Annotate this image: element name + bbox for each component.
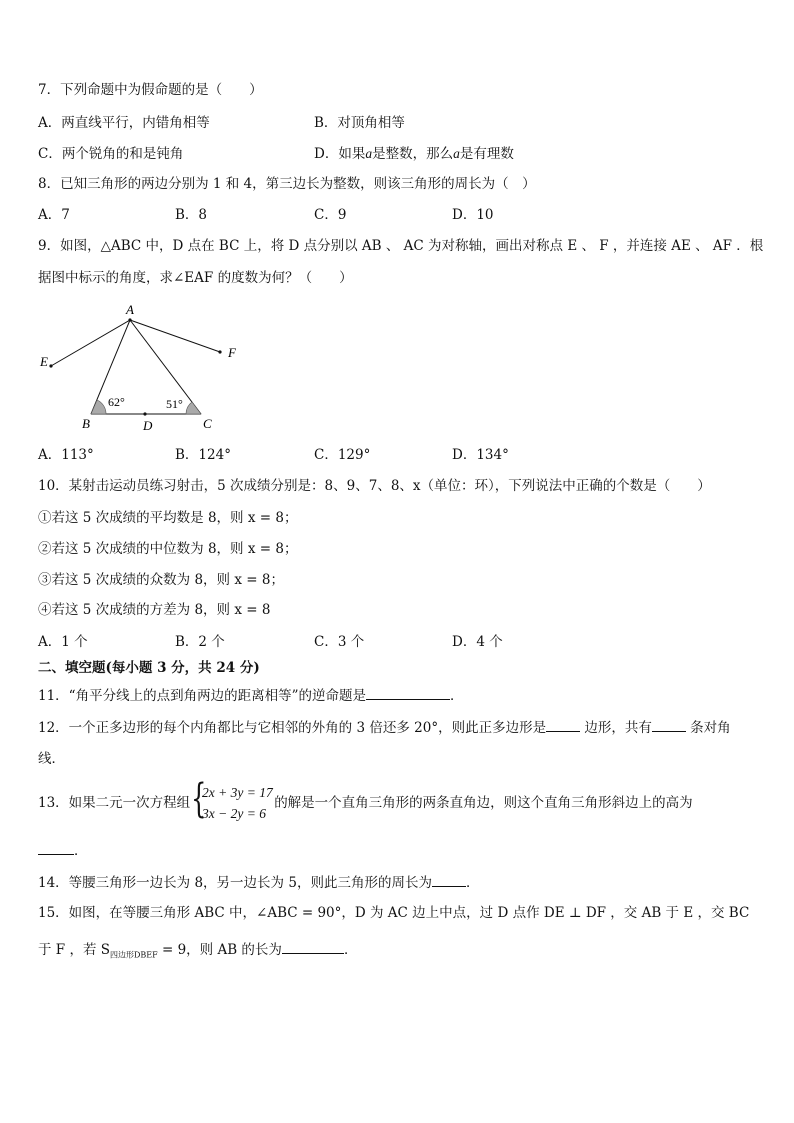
label-d: D [143, 418, 153, 432]
angle-c-mark [186, 402, 201, 414]
q13-answer-blank[interactable] [38, 840, 74, 855]
q9-option-d: D．134° [452, 447, 509, 463]
q15-line1: 15．如图，在等腰三角形 ABC 中，∠ABC = 90°，D 为 AC 边上中点，过 D 点作 DE ⊥ DF ，交 AB 于 E ，交 BC [38, 905, 750, 921]
q13-end: ． [74, 843, 88, 859]
q9-option-a: A．113° [38, 447, 94, 463]
system-brace: { [191, 776, 207, 822]
angle-c-label: 51° [166, 397, 183, 411]
q10-statement-2: ②若这 5 次成绩的中位数为 8，则 x = 8； [38, 541, 298, 557]
q14-answer-blank[interactable] [432, 872, 466, 887]
q12-answer-blank-2[interactable] [652, 717, 686, 732]
q15-line2 [38, 939, 357, 966]
q15-text-mid: = 9，则 AB 的长为 [157, 942, 282, 958]
q9-option-b: B．124° [175, 447, 231, 463]
q13-text-post: 的解是一个直角三角形的两条直角边，则这个直角三角形斜边上的高为 [274, 795, 693, 811]
q15-answer-blank[interactable] [282, 939, 344, 954]
q11-answer-blank[interactable] [366, 685, 450, 700]
q9-stem-line1: 9．如图，△ABC 中，D 点在 BC 上，将 D 点分别以 AB 、 AC 为对称轴，画出对称点 E 、 F ，并连接 AE 、 AF ．根 [38, 238, 764, 254]
label-a: A [126, 302, 134, 317]
q12-text-mid: 边形，共有 [584, 720, 652, 736]
q12-line2: 线． [38, 751, 65, 767]
q7-option-d-pre: D．如果 [314, 146, 366, 162]
label-b: B [82, 416, 90, 431]
q10-option-b: B．2 个 [175, 634, 225, 650]
point-d [143, 412, 146, 415]
q13-line1 [38, 793, 693, 813]
q14-end: ． [465, 875, 480, 891]
q13-equation-system [188, 776, 273, 827]
q13-equation-2: 3x − 2y = 6 [202, 806, 266, 821]
q8-option-b: B．8 [175, 207, 208, 223]
q13-equation-1: 2x + 3y = 17 [202, 785, 273, 800]
q10-stem: 10．某射击运动员练习射击，5 次成绩分别是：8、9、7、8、x（单位：环），下列说法中正确的个数是（ ） [38, 478, 711, 494]
q12-answer-blank-1[interactable] [546, 717, 580, 732]
label-e: E [40, 354, 48, 369]
q14 [38, 872, 479, 893]
q8-option-d: D．10 [452, 207, 494, 223]
q12-text-pre: 12．一个正多边形的每个内角都比与它相邻的外角的 3 倍还多 20°，则此正多边形是 [38, 720, 547, 736]
q11-text: 11．“角平分线上的点到角两边的距离相等”的逆命题是 [38, 688, 366, 704]
q7-option-a: A．两直线平行，内错角相等 [38, 115, 210, 131]
point-e [49, 364, 52, 367]
q10-statement-4: ④若这 5 次成绩的方差为 8，则 x = 8 [38, 602, 271, 618]
q12-line1 [38, 717, 731, 738]
q7-option-d-mid: 是整数，那么 [372, 146, 454, 162]
q8-option-c: C．9 [314, 207, 347, 223]
q7-option-b: B．对顶角相等 [314, 115, 405, 131]
q8-option-a: A．7 [38, 207, 70, 223]
q8-stem: 8．已知三角形的两边分别为 1 和 4，第三边长为整数，则该三角形的周长为（ ） [38, 176, 536, 192]
q10-statement-1: ①若这 5 次成绩的平均数是 8，则 x = 8； [38, 510, 298, 526]
q9-stem-line2: 据图中标示的角度，求∠EAF 的度数为何？（ ） [38, 270, 353, 286]
q15-subscript: 四边形DBEF [110, 950, 158, 960]
q15-end: ． [343, 942, 358, 958]
segment-af [130, 320, 220, 352]
q10-option-a: A．1 个 [38, 634, 88, 650]
q15-text-pre: 于 F ，若 S [38, 942, 110, 958]
point-a [128, 318, 131, 321]
q11-end: ． [449, 688, 464, 704]
q13-line2 [38, 840, 88, 861]
q7-stem: 7．下列命题中为假命题的是（ ） [38, 82, 263, 98]
label-c: C [203, 416, 212, 431]
q11 [38, 685, 463, 706]
q14-text: 14．等腰三角形一边长为 8，另一边长为 5，则此三角形的周长为 [38, 875, 432, 891]
q9-option-c: C．129° [314, 447, 371, 463]
angle-b-label: 62° [108, 395, 125, 409]
q10-option-d: D．4 个 [452, 634, 503, 650]
q7-option-d-post: 是有理数 [459, 146, 514, 162]
label-f: F [228, 345, 236, 360]
point-f [218, 350, 221, 353]
q7-option-d [314, 144, 514, 164]
section-heading: 二、填空题(每小题 3 分，共 24 分) [38, 660, 260, 676]
angle-b-mark [91, 400, 106, 414]
q12-text-post: 条对角 [690, 720, 731, 736]
q13-text-pre: 13．如果二元一次方程组 [38, 795, 191, 811]
q7-option-c: C．两个锐角的和是钝角 [38, 146, 184, 162]
q7-var-a1: a [365, 146, 373, 161]
q9-figure [38, 302, 268, 432]
q10-statement-3: ③若这 5 次成绩的众数为 8，则 x = 8； [38, 572, 284, 588]
segment-ae [51, 320, 130, 366]
q10-option-c: C．3 个 [314, 634, 365, 650]
q7-var-a2: a [453, 146, 460, 161]
